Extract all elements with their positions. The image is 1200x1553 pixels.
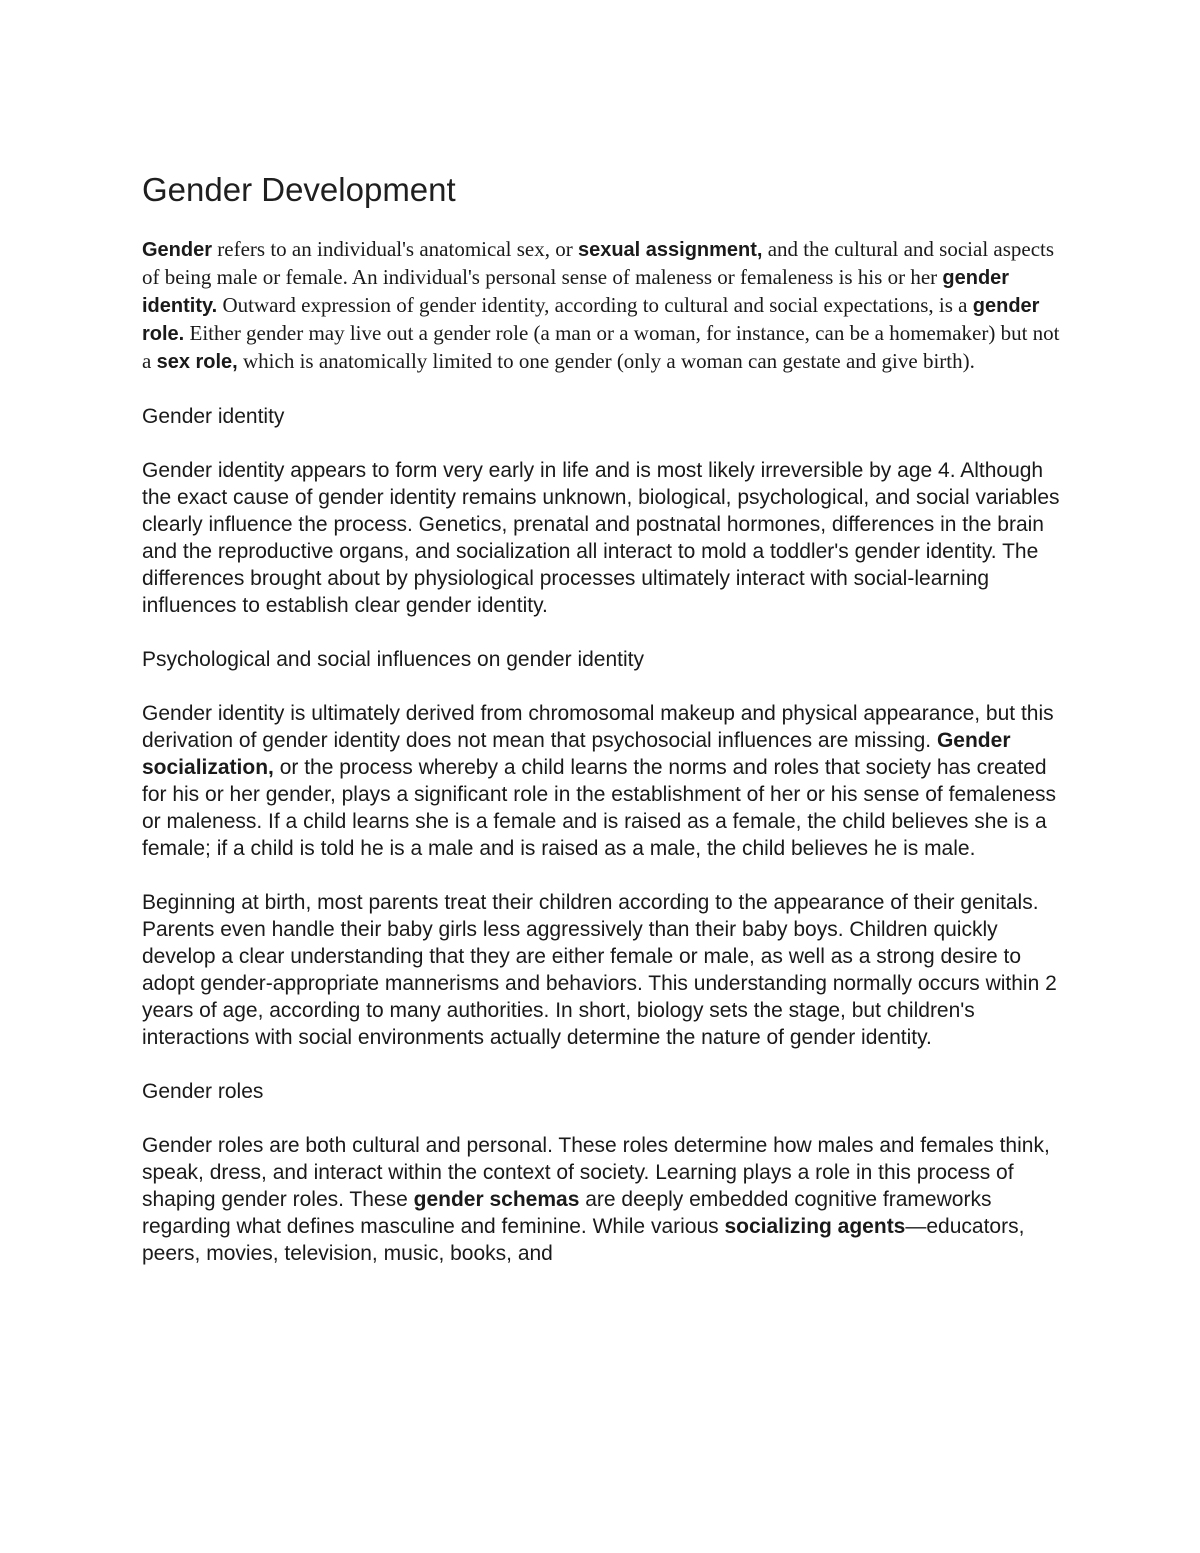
term-gender-role: gender role. (142, 295, 1040, 345)
gender-roles-paragraph (142, 1132, 1062, 1267)
document-page (142, 168, 1062, 1294)
intro-text-1: refers to an individual's anatomical sex, or (212, 237, 578, 261)
intro-paragraph (142, 236, 1062, 376)
psych-text-2: or the process whereby a child learns the norms and roles that society has created for his or her gender, plays a significant role in the establishment of her or his sense of femaleness or maleness. If a child learns she is a female and is raised as a female, the child believes she is a female; if a child is told he is a male and is raised as a male, the child believes he is male. (142, 756, 1056, 860)
roles-text-3: —educators, peers, movies, television, music, books, and (142, 1215, 1025, 1265)
term-sexual-assignment: sexual assignment, (577, 239, 763, 261)
roles-text-2: are deeply embedded cognitive frameworks regarding what defines masculine and feminine. While various (142, 1188, 992, 1238)
section-heading-gender-roles: Gender roles (142, 1080, 264, 1103)
intro-text-2: and the cultural and social aspects of being male or female. An individual's personal sense of maleness or femaleness is his or her (142, 237, 1055, 289)
term-sex-role: sex role, (156, 351, 238, 373)
intro-text-3: Outward expression of gender identity, according to cultural and social expectations, is a (217, 293, 973, 317)
birth-paragraph: Beginning at birth, most parents treat their children according to the appearance of their genitals. Parents even handle their baby girls less aggressively than their baby boys. Children quickly develop a clear understanding that they are either female or male, as well as a strong desire to adopt gender-appropriate mannerisms and behaviors. This understanding normally occurs within 2 years of age, according to many authorities. In short, biology sets the stage, but children's interactions with social environments actually determine the nature of gender identity. (142, 891, 1057, 1049)
term-gender: Gender (142, 239, 213, 261)
intro-text-4: Either gender may live out a gender role (a man or a woman, for instance, can be a homemaker) but not a (142, 321, 1060, 373)
roles-text-1: Gender roles are both cultural and personal. These roles determine how males and females think, speak, dress, and interact within the context of society. Learning plays a role in this process of shaping gender roles. These (142, 1134, 1050, 1211)
document-title: Gender Development (142, 171, 456, 208)
term-gender-socialization: Gender socialization, (142, 729, 1011, 779)
psychological-paragraph (142, 700, 1062, 862)
intro-text-5: which is anatomically limited to one gender (only a woman can gestate and give birth). (237, 349, 975, 373)
section-heading-gender-identity: Gender identity (142, 405, 285, 428)
term-gender-schemas: gender schemas (413, 1188, 580, 1211)
term-gender-identity: gender identity. (142, 267, 1010, 317)
term-socializing-agents: socializing agents (724, 1215, 906, 1238)
psych-text-1: Gender identity is ultimately derived from chromosomal makeup and physical appearance, but this derivation of gender identity does not mean that psychosocial influences are missing. (142, 702, 1054, 752)
section-heading-psychological-social: Psychological and social influences on gender identity (142, 648, 644, 671)
gender-identity-paragraph: Gender identity appears to form very early in life and is most likely irreversible by age 4. Although the exact cause of gender identity remains unknown, biological, psychological, and social variables clearly influence the process. Genetics, prenatal and postnatal hormones, differences in the brain and the reproductive organs, and socialization all interact to mold a toddler's gender identity. The differences brought about by physiological processes ultimately interact with social-learning influences to establish clear gender identity. (142, 459, 1060, 617)
